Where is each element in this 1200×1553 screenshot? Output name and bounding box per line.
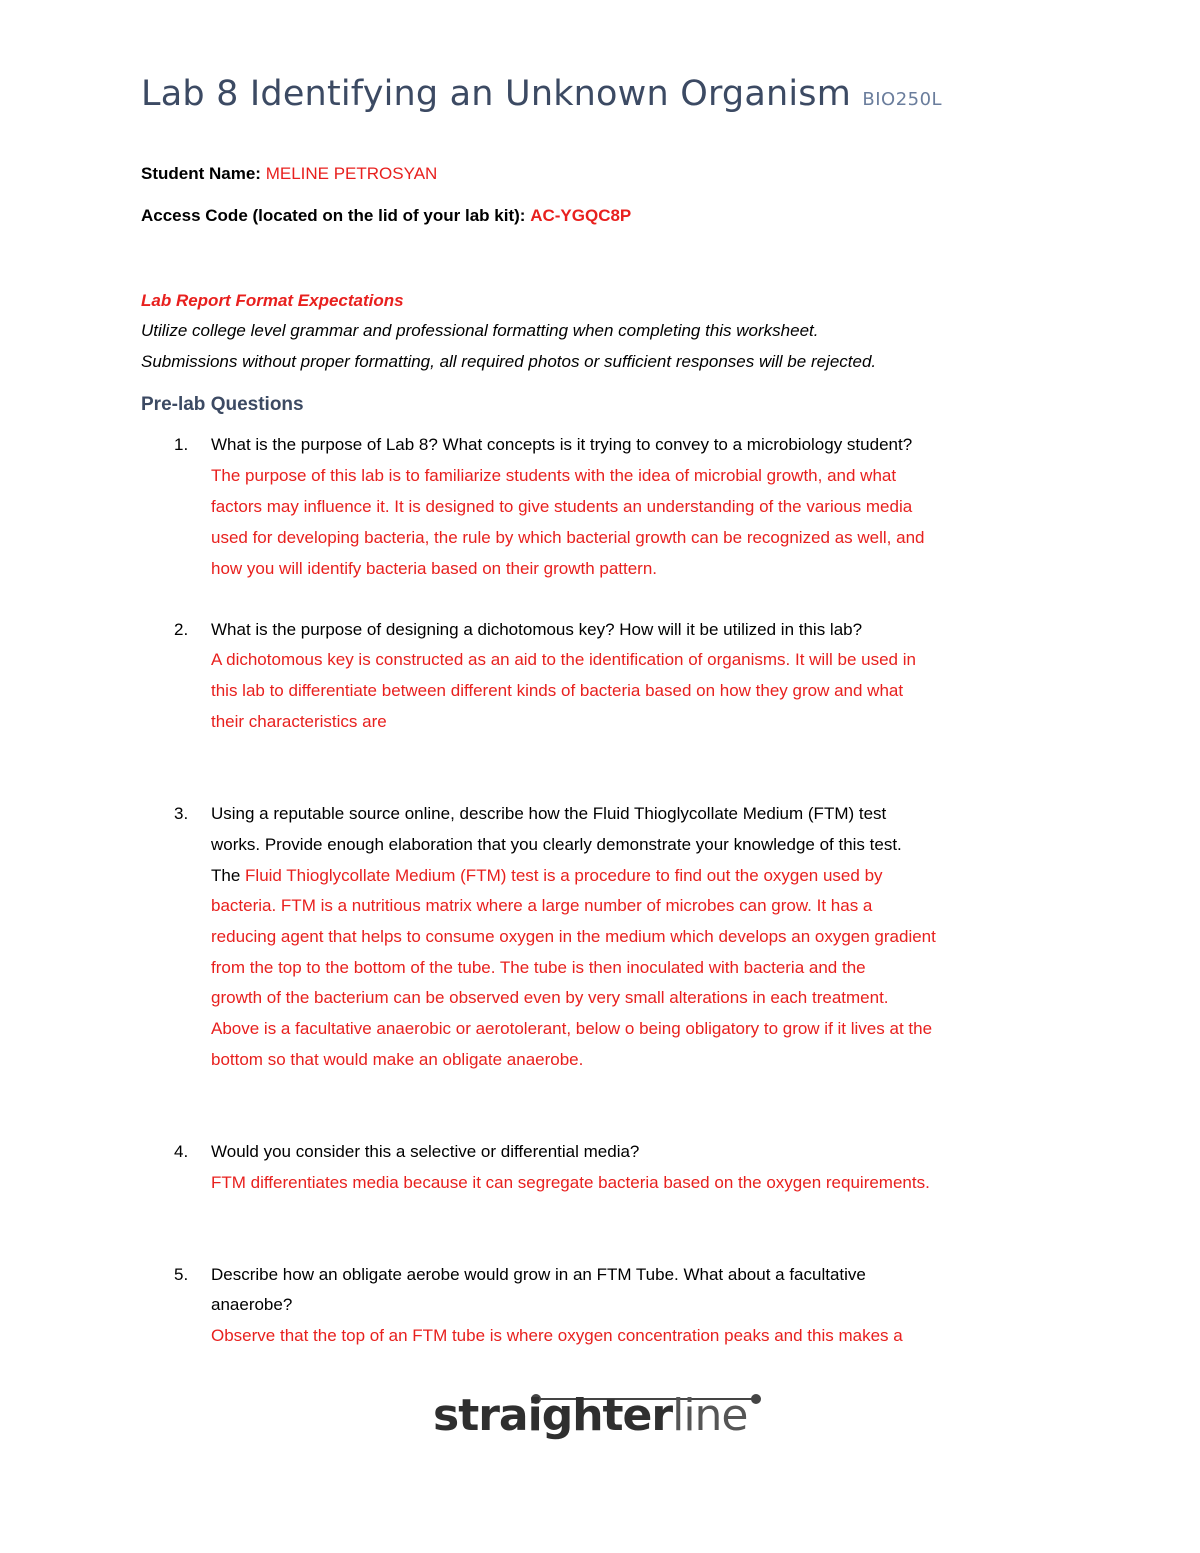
expectations-line-1: Utilize college level grammar and professional formatting when completing this worksheet. — [141, 321, 819, 340]
answer-2-line: their characteristics are — [211, 712, 387, 731]
answer-3-first-line — [211, 866, 883, 886]
expectations-line-2: Submissions without proper formatting, all required photos or sufficient responses will be rejected. — [141, 352, 877, 371]
answer-3-line: Above is a facultative anaerobic or aerotolerant, below o being obligatory to grow if it lives at the — [211, 1019, 933, 1038]
question-5-text: anaerobe? — [211, 1295, 293, 1314]
answer-5-line: Observe that the top of an FTM tube is where oxygen concentration peaks and this makes a — [211, 1326, 903, 1345]
question-4-number: 4. — [174, 1142, 189, 1161]
question-3-text: works. Provide enough elaboration that you clearly demonstrate your knowledge of this test. — [211, 835, 902, 854]
question-2-number: 2. — [174, 620, 189, 639]
answer-3-lead-red: Fluid Thioglycollate Medium (FTM) test is a procedure to find out the oxygen used by — [245, 866, 883, 885]
question-1-text: What is the purpose of Lab 8? What concepts is it trying to convey to a microbiology student? — [211, 435, 913, 454]
logo-light-part: line — [672, 1390, 748, 1441]
logo-dot-right — [751, 1394, 761, 1404]
answer-3-line: growth of the bacterium can be observed even by very small alterations in each treatment. — [211, 988, 889, 1007]
prelab-heading: Pre-lab Questions — [141, 394, 304, 415]
question-5-number: 5. — [174, 1265, 189, 1284]
title-text: Lab 8 Identifying an Unknown Organism — [141, 74, 852, 114]
answer-2-line: A dichotomous key is constructed as an aid to the identification of organisms. It will be used in — [211, 650, 916, 669]
question-5-text: Describe how an obligate aerobe would grow in an FTM Tube. What about a facultative — [211, 1265, 866, 1284]
access-code-row — [141, 206, 631, 226]
answer-2-line: this lab to differentiate between different kinds of bacteria based on how they grow and what — [211, 681, 904, 700]
question-4-text: Would you consider this a selective or differential media? — [211, 1142, 640, 1161]
answer-3-line: reducing agent that helps to consume oxygen in the medium which develops an oxygen gradient — [211, 927, 936, 946]
expectations-heading: Lab Report Format Expectations — [141, 291, 404, 310]
logo-bold-part: straighter — [433, 1390, 673, 1441]
access-code-label: Access Code (located on the lid of your lab kit): — [141, 206, 526, 225]
question-3-text: Using a reputable source online, describe how the Fluid Thioglycollate Medium (FTM) test — [211, 804, 887, 823]
answer-3-line: bacteria. FTM is a nutritious matrix where a large number of microbes can grow. It has a — [211, 896, 873, 915]
answer-3-lead: The — [211, 866, 246, 885]
document-title — [141, 74, 942, 114]
answer-1-line: how you will identify bacteria based on their growth pattern. — [211, 559, 658, 578]
straighterline-logo — [433, 1386, 763, 1456]
answer-4-line: FTM differentiates media because it can segregate bacteria based on the oxygen requirements. — [211, 1173, 930, 1192]
question-2-text: What is the purpose of designing a dichotomous key? How will it be utilized in this lab? — [211, 620, 863, 639]
question-3-number: 3. — [174, 804, 189, 823]
student-name-value: MELINE PETROSYAN — [265, 164, 438, 183]
logo-wordmark — [433, 1390, 748, 1441]
course-code: BIO250L — [862, 89, 943, 110]
answer-3-line: bottom so that would make an obligate anaerobe. — [211, 1050, 584, 1069]
access-code-value: AC-YGQC8P — [530, 206, 632, 225]
question-1-number: 1. — [174, 435, 189, 454]
student-name-label: Student Name: — [141, 164, 261, 183]
answer-1-line: used for developing bacteria, the rule by which bacterial growth can be recognized as well, and — [211, 528, 925, 547]
student-name-row — [141, 164, 437, 184]
answer-3-line: from the top to the bottom of the tube. The tube is then inoculated with bacteria and the — [211, 958, 866, 977]
answer-1-line: The purpose of this lab is to familiarize students with the idea of microbial growth, and what — [211, 466, 897, 485]
answer-1-line: factors may influence it. It is designed to give students an understanding of the various media — [211, 497, 913, 516]
